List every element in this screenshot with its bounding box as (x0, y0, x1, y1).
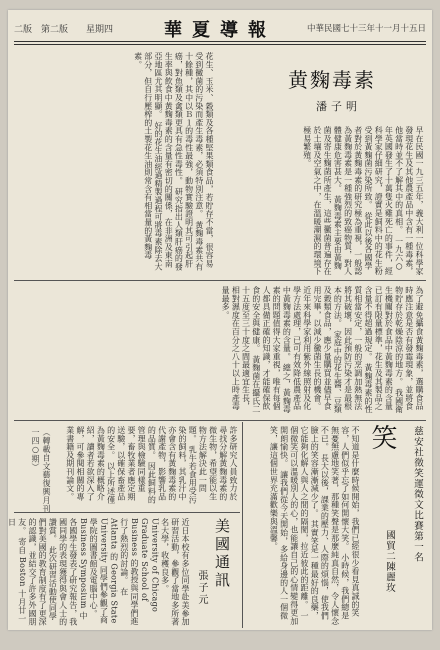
newspaper-page (8, 10, 432, 630)
article-body-block-3: 為了避免攝食黃麴毒素，選購食品時應注意是否有發霉現象，並將食物貯存於乾燥陰涼的地方。 我國衛生機關對於食品中黃麴毒素的含量已訂有限量標準，花生及其製品之含量不得超過規定。 黃麴毒素的性質相當安定，一般的烹調加熱無法將其破壞，因此預防污染才是最根本的方法。 家庭中的花生醬、豆類及穀類食品，應少量購買並儘早食用完畢，以減少黴菌生長的機會。 近年來科學家利用紫外線照射及化學方法處理，已可有效降低農產品中黃麴毒素的含量。 總之，黃麴毒素的問題值得大家重視，唯有每個人都具備正確的知識，才能確保飲食的安全與健康。 黃麴菌在攝氏二十五度至三十度之間最適宜生長，相對濕度在百分之八十以上時產毒量最多。 (221, 286, 424, 414)
article-body-block-2: 花生、玉米、穀類及各種堅果類食品，若貯存不當，很容易受到黴菌的污染而產生毒素，必須特別注意。 黃麴毒素共有十餘種，其中以Ｂ１的毒性最強，動物實驗證明其可引起肝癌，對魚類及禽類更具有急性毒性。 研究指出人類肝癌的發生率與飲食中黃麴毒素的含量有密切的關係，在非洲及東南亞地區尤其明顯。 好的花生油經過精製過程可將毒素除去大部分，但自行壓榨的土製花生油則常含有相當量的黃麴毒素。 (133, 52, 214, 271)
article-byline: 潘子明 (316, 100, 361, 113)
row-divider-2 (14, 420, 426, 421)
column-divider (242, 422, 243, 628)
masthead-rule-thin (14, 44, 426, 45)
weekday: 星期四 (86, 25, 114, 35)
page-number: 二版 第二版 (14, 25, 69, 35)
article-body-block-1: 早在民國一九三五年，義大利一位科學家發現花生及其他農產品中含有一種毒素，他當時並不了解其中的真相。 一九六○年英國發生了十萬隻火雞死亡的事件，經科學家仔細研究，證實是飼料中的花生粉受到黃麴菌污染所致。 從此以後各國學者對於黃麴毒素的研究極為重視，一般認為黃麴毒素是一種強烈的致癌物質，對人體健康危害甚大。 黃麴毒素主要由黃麴菌及寄生麴菌所產生，這些黴菌普遍存在於土壤及空氣之中，在溫暖潮濕的環境下極易繁殖。 (302, 126, 424, 276)
article-body-block-4: 許多研究人員致力於尋找分解黃麴毒素的微生物，希望能以生物方法解決此一問題。 乳牛若食用受污染的飼料，其乳汁中亦會含有黃麴毒素的代謝產物，影響乳品的品質。 因此飼料的管理與檢驗同樣重要，畜牧業者應定期送驗，以確保畜產品的安全。 以上所述僅為黃麴毒素的概略介紹，讀者若欲深入了解，可參閱相關的專業書籍及期刊論文。 (65, 426, 238, 504)
contest-title: 笑 (367, 424, 397, 450)
newspaper-title: 華夏導報 (164, 20, 276, 41)
source-note: （轉載自文藝復興月刊一四○期） (31, 428, 51, 513)
row-divider-1 (14, 280, 426, 281)
masthead-rule (14, 41, 426, 42)
news-byline: 張子元 (196, 570, 207, 606)
contest-heading: 慈安社徵笑運徵文比賽第一名 (412, 426, 423, 563)
news-body: 近日本校有多位同學赴美參加研習活動，參觀了當地多所著名大學，收穫良多。 University of Chicago Graduate School of Business 的教授與同學們進行了熱烈的討論。 在 Atlanta 的 Georgia State University 同學們參觀了商學院的圖書館及電腦中心。 Business Symposium 中各國學生發表了研究報告，我國同學的表現獲得與會人士的讚賞。 此次研習活動使同學們對美國的教育制度有了更深的認識，並結交了許多外國朋友。 寄自 Boston 十月廿一日 (7, 518, 190, 626)
news-title: 美國通訊 (213, 518, 231, 590)
row-divider-3 (14, 512, 240, 513)
contest-body: 不知道是什麼時候開始，我們已經很少看見真誠的笑容，人們似乎忘了如何開懷大笑。 小時候，我們總是無憂無慮地笑著，那種笑聲是那麼純真自然，令人懷念不已。 長大以後，課業的壓力、人際的煩惱，使我們臉上的笑容漸漸減少了。 其實笑是一種最好的良藥，它能夠化解人與人之間的隔閡，拉近彼此的距離。 一個微笑可以溫暖別人的心，也能讓自己的心情變得更加開朗愉快。 讓我們從今天開始，多給身邊的人一個微笑，讓這個世界充滿歡樂與溫馨。 (269, 426, 360, 626)
article-title: 黄麴毒素 (288, 68, 376, 92)
contest-byline: 國貿二陳麗玫 (384, 530, 395, 593)
publication-date: 中華民國七十三年十一月十五日 (306, 24, 426, 34)
masthead (14, 16, 426, 40)
